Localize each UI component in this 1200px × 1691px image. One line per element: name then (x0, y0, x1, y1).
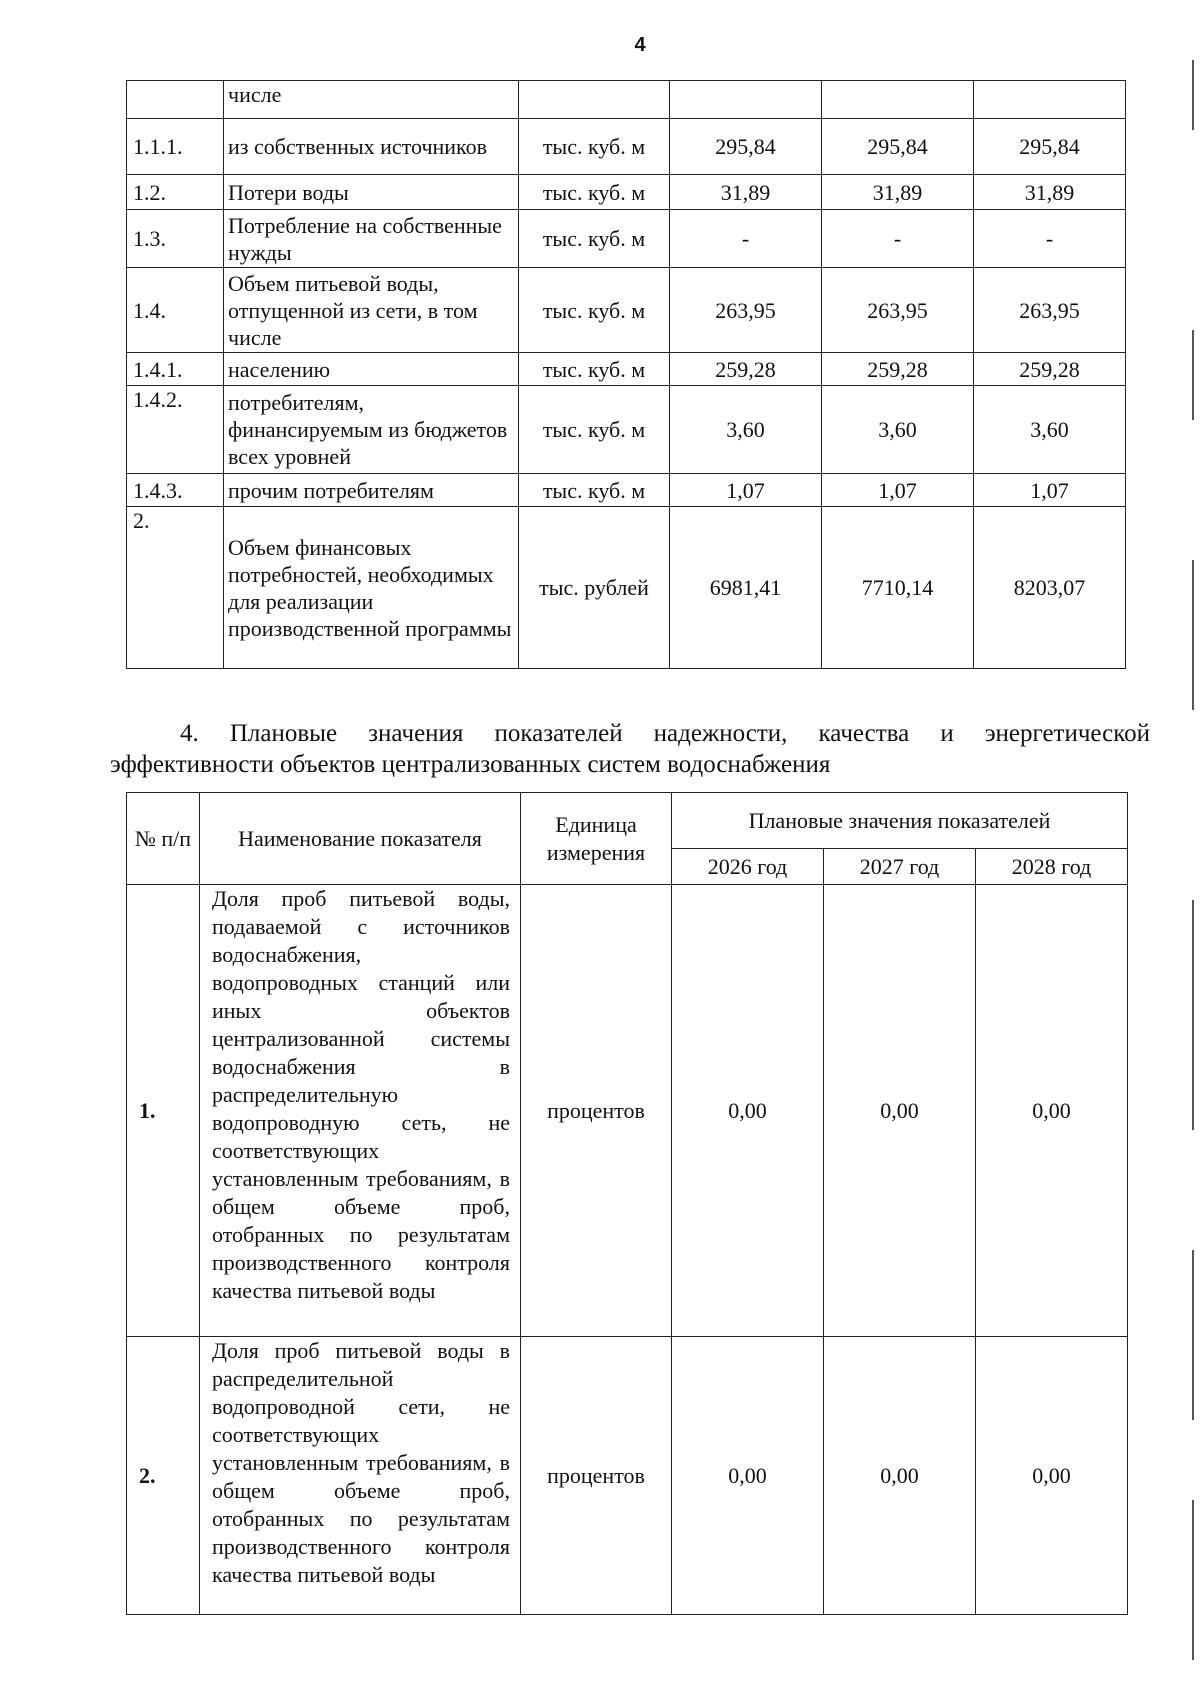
table-row (127, 268, 1126, 353)
row-number (127, 81, 224, 119)
production-program-table (126, 80, 1126, 669)
row-name: Объем финансовых потребностей, необходимых для реализации производственной программы (224, 507, 519, 669)
row-value-2028: 8203,07 (974, 507, 1126, 669)
row-value-2028: 31,89 (974, 175, 1126, 210)
row-value-2027: 0,00 (824, 885, 976, 1337)
planned-indicators-table (126, 792, 1128, 1615)
scan-edge-line (1192, 900, 1194, 1130)
row-name: Объем питьевой воды, отпущенной из сети, в том числе (224, 268, 519, 353)
row-unit: процентов (521, 1337, 672, 1615)
row-unit: тыс. куб. м (519, 175, 670, 210)
row-unit: тыс. куб. м (519, 386, 670, 474)
row-value-2026: 0,00 (672, 885, 824, 1337)
row-number: 2. (127, 1337, 200, 1615)
table-row (127, 81, 1126, 119)
row-number: 1.4.3. (127, 474, 224, 507)
header-year-2027: 2027 год (824, 849, 976, 885)
row-number: 1.1.1. (127, 119, 224, 175)
row-value-2026: 6981,41 (670, 507, 822, 669)
row-unit: тыс. куб. м (519, 210, 670, 268)
header-year-2026: 2026 год (672, 849, 824, 885)
row-unit: тыс. куб. м (519, 474, 670, 507)
row-value-2026: 3,60 (670, 386, 822, 474)
page-number: 4 (634, 34, 646, 56)
row-value-2027: - (822, 210, 974, 268)
table-row (127, 386, 1126, 474)
scan-edge-line (1192, 1250, 1194, 1420)
table-row (127, 175, 1126, 210)
row-value-2027: 31,89 (822, 175, 974, 210)
scan-edge-line (1192, 330, 1194, 420)
header-planned-values: Плановые значения показателей (672, 793, 1128, 849)
row-value-2027: 3,60 (822, 386, 974, 474)
row-value-2028: 0,00 (976, 1337, 1128, 1615)
scan-edge-line (1192, 1500, 1194, 1660)
row-number: 1.3. (127, 210, 224, 268)
row-unit: тыс. куб. м (519, 119, 670, 175)
scan-edge-line (1192, 60, 1194, 130)
table-row (127, 474, 1126, 507)
row-value-2028: 1,07 (974, 474, 1126, 507)
row-value-2026: 263,95 (670, 268, 822, 353)
row-unit: тыс. рублей (519, 507, 670, 669)
row-unit: процентов (521, 885, 672, 1337)
table-row (127, 353, 1126, 386)
row-unit (519, 81, 670, 119)
table-row (127, 119, 1126, 175)
row-value-2028 (974, 81, 1126, 119)
row-value-2027: 259,28 (822, 353, 974, 386)
row-name: из собственных источников (224, 119, 519, 175)
row-value-2028: 0,00 (976, 885, 1128, 1337)
row-value-2028: 3,60 (974, 386, 1126, 474)
row-name: Доля проб питьевой воды, подаваемой с источников водоснабжения, водопроводных станций или иных объектов централизованной системы водоснабжения в распределительную водопроводную сеть, не соответствующих установленным требованиям, в общем объеме проб, отобранных по результатам производственного контроля качества питьевой воды (200, 885, 521, 1337)
row-name: населению (224, 353, 519, 386)
scan-edge-line (1192, 560, 1194, 710)
row-number: 1.2. (127, 175, 224, 210)
row-unit: тыс. куб. м (519, 353, 670, 386)
row-number: 2. (127, 507, 224, 669)
row-unit: тыс. куб. м (519, 268, 670, 353)
table-row (127, 210, 1126, 268)
section-heading-line2: эффективности объектов централизованных систем водоснабжения (110, 751, 831, 778)
row-value-2028: 259,28 (974, 353, 1126, 386)
row-value-2026: 295,84 (670, 119, 822, 175)
table-header-row (127, 793, 1128, 849)
row-value-2026: 1,07 (670, 474, 822, 507)
row-value-2028: 263,95 (974, 268, 1126, 353)
section-heading-line1: 4. Плановые значения показателей надежности, качества и энергетической (180, 720, 1150, 747)
row-value-2027: 263,95 (822, 268, 974, 353)
row-value-2027: 7710,14 (822, 507, 974, 669)
row-number: 1. (127, 885, 200, 1337)
row-name: Доля проб питьевой воды в распределительной водопроводной сети, не соответствующих установленным требованиям, в общем объеме проб, отобранных по результатам производственного контроля качества питьевой воды (200, 1337, 521, 1615)
row-value-2026: - (670, 210, 822, 268)
table-row (127, 885, 1128, 1337)
row-value-2027: 295,84 (822, 119, 974, 175)
row-value-2027 (822, 81, 974, 119)
row-value-2027: 0,00 (824, 1337, 976, 1615)
header-name: Наименование показателя (200, 793, 521, 885)
row-value-2027: 1,07 (822, 474, 974, 507)
row-name: прочим потребителям (224, 474, 519, 507)
row-name: Потребление на собственные нужды (224, 210, 519, 268)
row-name: числе (224, 81, 519, 119)
row-value-2026: 31,89 (670, 175, 822, 210)
section-heading (110, 718, 1150, 780)
row-value-2026: 0,00 (672, 1337, 824, 1615)
table-row (127, 1337, 1128, 1615)
row-value-2028: - (974, 210, 1126, 268)
row-name: потребителям, финансируемым из бюджетов всех уровней (224, 386, 519, 474)
row-value-2026: 259,28 (670, 353, 822, 386)
row-value-2028: 295,84 (974, 119, 1126, 175)
row-number: 1.4.2. (127, 386, 224, 474)
row-number: 1.4.1. (127, 353, 224, 386)
header-unit: Единица измерения (521, 793, 672, 885)
row-number: 1.4. (127, 268, 224, 353)
header-year-2028: 2028 год (976, 849, 1128, 885)
row-value-2026 (670, 81, 822, 119)
header-number: № п/п (127, 793, 200, 885)
row-name: Потери воды (224, 175, 519, 210)
table-row (127, 507, 1126, 669)
